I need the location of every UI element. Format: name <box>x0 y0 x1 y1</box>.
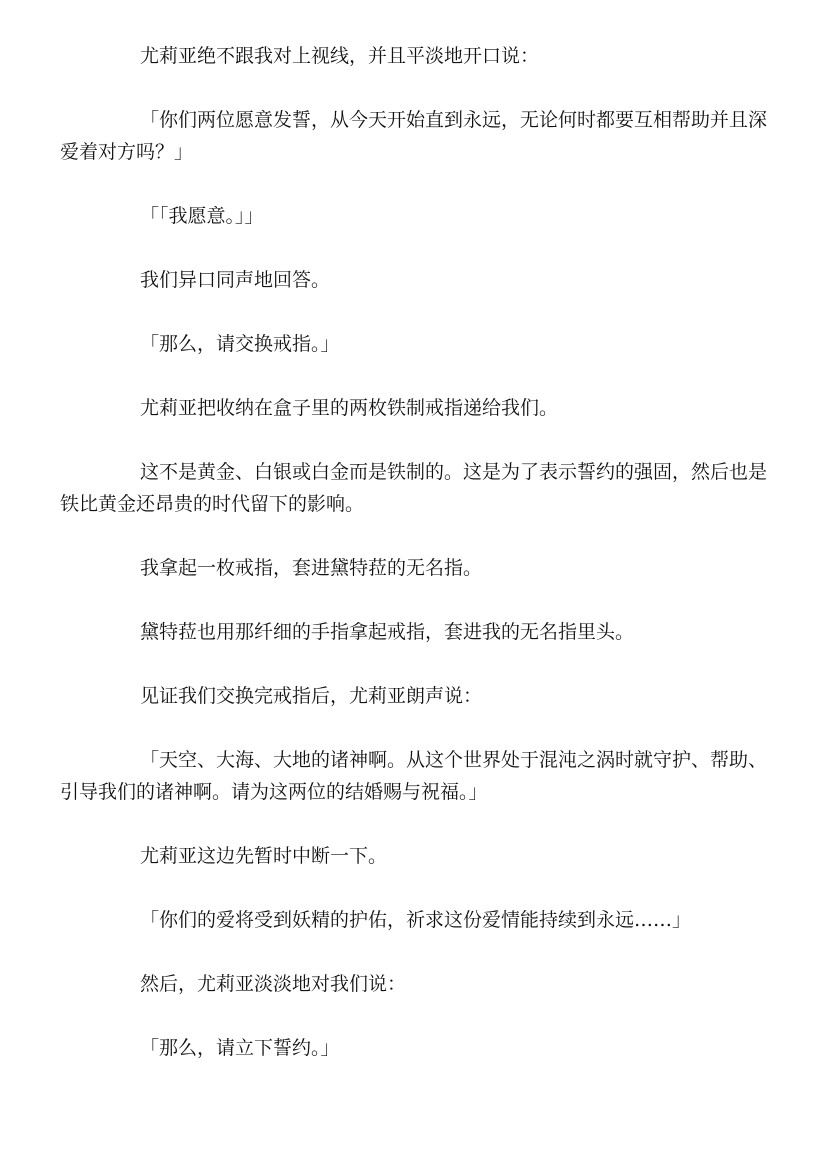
paragraph-7: 这不是黄金、白银或白金而是铁制的。这是为了表示誓约的强固，然后也是铁比黄金还昂贵的时代留下的影响。 <box>60 461 768 515</box>
paragraph-8: 我拿起一枚戒指，套进黛特菈的无名指。 <box>140 557 483 579</box>
paragraph-9: 黛特菈也用那纤细的手指拿起戒指，套进我的无名指里头。 <box>140 621 635 643</box>
paragraph-6: 尤莉亚把收纳在盒子里的两枚铁制戒指递给我们。 <box>140 397 559 419</box>
paragraph-14: 然后，尤莉亚淡淡地对我们说： <box>140 973 407 995</box>
paragraph-1: 尤莉亚绝不跟我对上视线，并且平淡地开口说： <box>140 45 540 67</box>
paragraph-12: 尤莉亚这边先暂时中断一下。 <box>140 845 388 867</box>
paragraph-10: 见证我们交换完戒指后，尤莉亚朗声说： <box>140 685 483 707</box>
paragraph-4: 我们异口同声地回答。 <box>140 269 331 291</box>
paragraph-3: 「「我愿意。」」 <box>140 205 264 227</box>
paragraph-2: 「你们两位愿意发誓，从今天开始直到永远，无论何时都要互相帮助并且深爱着对方吗？」 <box>60 109 768 163</box>
paragraph-5: 「那么，请交换戒指。」 <box>140 333 340 355</box>
paragraph-15: 「那么，请立下誓约。」 <box>140 1037 340 1059</box>
paragraph-13: 「你们的爱将受到妖精的护佑，祈求这份爱情能持续到永远……」 <box>140 909 692 931</box>
paragraph-11: 「天空、大海、大地的诸神啊。从这个世界处于混沌之涡时就守护、帮助、引导我们的诸神啊。请为这两位的结婚赐与祝福。」 <box>60 749 768 803</box>
